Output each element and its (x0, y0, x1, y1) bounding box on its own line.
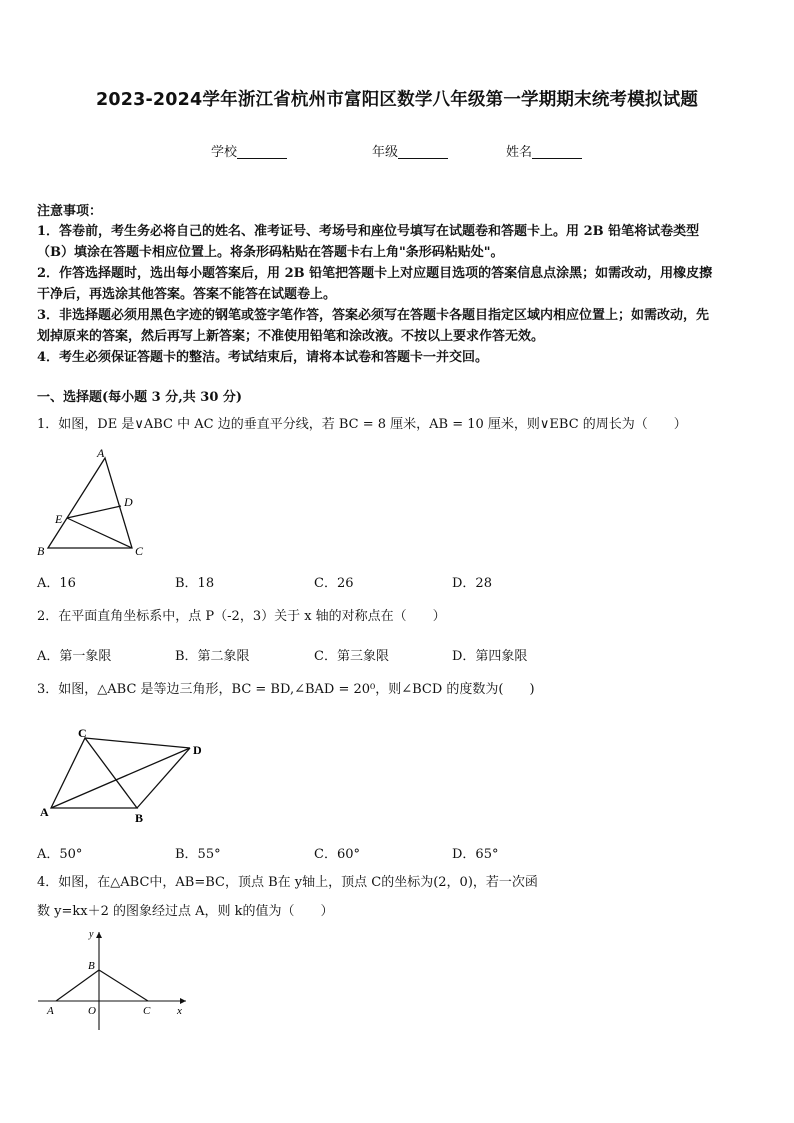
q1-label-e: E (55, 512, 63, 526)
q4-label-o: O (88, 1005, 96, 1017)
question-1-text: 1．如图，DE 是∨ABC 中 AC 边的垂直平分线，若 BC = 8 厘米，AB = 10 厘米，则∨EBC 的周长为（ ） (37, 417, 687, 432)
page-title: 2023-2024学年浙江省杭州市富阳区数学八年级第一学期期末统考模拟试题 (95, 90, 699, 110)
school-blank[interactable] (237, 145, 287, 159)
question-4-figure (36, 926, 196, 1036)
q1-label-d: D (124, 495, 133, 509)
q1-label-a: A (97, 446, 105, 460)
q2-option-d[interactable]: D．第四象限 (452, 649, 528, 664)
notice-item-3-line-2: 划掉原来的答案，然后再写上新答案；不准使用铅笔和涂改液。不按以上要求作答无效。 (37, 329, 545, 344)
name-field (506, 141, 582, 160)
question-3-text: 3．如图，△ABC 是等边三角形，BC = BD,∠BAD = 20⁰，则∠BCD 的度数为( ) (37, 682, 535, 697)
question-4-text-line-2: 数 y=kx＋2 的图象经过点 A，则 k的值为（ ） (37, 904, 334, 919)
name-blank[interactable] (532, 145, 582, 159)
q1-label-b: B (37, 544, 45, 558)
question-4-text-line-1: 4．如图，在△ABC中，AB=BC，顶点 B在 y轴上，顶点 C的坐标为(2，0)，若一次函 (37, 875, 538, 890)
q3-option-a[interactable]: A．50° (37, 847, 83, 862)
q4-label-x: x (177, 1005, 182, 1017)
q4-label-a: A (47, 1005, 54, 1017)
q2-option-b[interactable]: B．第二象限 (175, 649, 250, 664)
question-2-text: 2．在平面直角坐标系中，点 P（-2，3）关于 x 轴的对称点在（ ） (37, 609, 446, 624)
q3-option-b[interactable]: B．55° (175, 847, 221, 862)
q4-label-y: y (89, 929, 94, 940)
q2-option-a[interactable]: A．第一象限 (37, 649, 112, 664)
section-heading: 一、选择题(每小题 3 分,共 30 分) (37, 390, 243, 405)
q3-option-d[interactable]: D．65° (452, 847, 499, 862)
grade-blank[interactable] (398, 145, 448, 159)
notice-item-3-line-1: 3．非选择题必须用黑色字迹的钢笔或签字笔作答，答案必须写在答题卡各题目指定区域内相应位置上；如需改动，先 (37, 308, 710, 323)
q1-option-b[interactable]: B．18 (175, 576, 215, 591)
notice-heading: 注意事项： (37, 204, 103, 219)
notice-item-4: 4．考生必须保证答题卡的整洁。考试结束后，请将本试卷和答题卡一并交回。 (37, 350, 489, 365)
q3-label-c: C (78, 726, 87, 740)
name-label: 姓名 (506, 145, 533, 160)
question-3-figure (38, 726, 218, 826)
q4-label-b: B (88, 960, 95, 972)
q3-label-a: A (40, 805, 49, 819)
q3-label-d: D (193, 743, 202, 757)
notice-item-1-line-1: 1．答卷前，考生务必将自己的姓名、准考证号、考场号和座位号填写在试题卷和答题卡上。用 2B 铅笔将试卷类型 (37, 224, 700, 239)
q1-option-d[interactable]: D．28 (452, 576, 492, 591)
q2-option-c[interactable]: C．第三象限 (314, 649, 389, 664)
school-field (211, 141, 287, 160)
grade-field (372, 141, 448, 160)
q3-option-c[interactable]: C．60° (314, 847, 360, 862)
notice-item-1-line-2: （B）填涂在答题卡相应位置上。将条形码粘贴在答题卡右上角"条形码粘贴处"。 (37, 245, 504, 260)
grade-label: 年级 (372, 145, 399, 160)
q1-option-c[interactable]: C．26 (314, 576, 354, 591)
q1-option-a[interactable]: A．16 (37, 576, 76, 591)
q3-label-b: B (135, 811, 144, 825)
notice-item-2-line-1: 2．作答选择题时，选出每小题答案后，用 2B 铅笔把答题卡上对应题目选项的答案信息点涂黑；如需改动，用橡皮擦 (37, 266, 713, 281)
notice-item-2-line-2: 干净后，再选涂其他答案。答案不能答在试题卷上。 (37, 287, 337, 302)
school-label: 学校 (211, 145, 238, 160)
question-1-figure (35, 446, 155, 561)
q1-label-c: C (135, 544, 144, 558)
q4-label-c: C (143, 1005, 151, 1017)
